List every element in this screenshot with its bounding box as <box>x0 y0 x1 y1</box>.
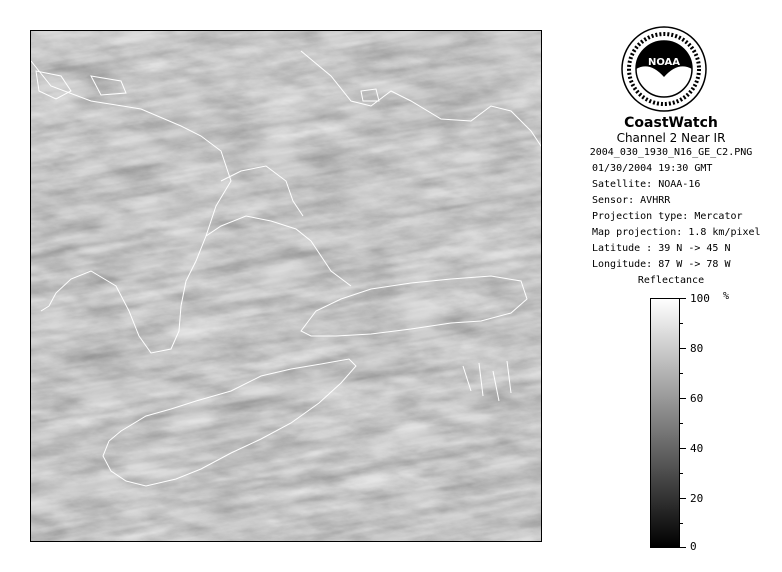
satellite: Satellite: NOAA-16 <box>592 179 701 190</box>
colorbar-tick <box>680 448 686 449</box>
colorbar-tick-label: 40 <box>690 442 704 455</box>
filename: 2004_030_1930_N16_GE_C2.PNG <box>589 147 753 158</box>
colorbar-title: Reflectance <box>637 275 705 286</box>
projection-type: Projection type: Mercator <box>592 211 743 222</box>
colorbar-tick-label: 60 <box>690 392 704 405</box>
colorbar-tick-label: 80 <box>690 342 704 355</box>
datetime: 01/30/2004 19:30 GMT <box>592 163 713 174</box>
colorbar-minor-tick <box>680 473 683 474</box>
noaa-logo-icon <box>620 25 708 113</box>
reflectance-colorbar <box>650 298 680 548</box>
colorbar-units: % <box>723 291 730 302</box>
map-projection: Map projection: 1.8 km/pixel <box>592 227 761 238</box>
colorbar-tick-label: 20 <box>690 492 704 505</box>
svg-text:NOAA: NOAA <box>647 57 681 68</box>
colorbar-tick <box>680 298 686 299</box>
brand-title: CoastWatch <box>624 115 718 131</box>
colorbar-minor-tick <box>680 323 683 324</box>
colorbar-tick-label: 100 <box>690 292 710 305</box>
colorbar-minor-tick <box>680 423 683 424</box>
colorbar-tick-label: 0 <box>690 540 697 553</box>
satellite-image <box>30 30 542 542</box>
info-panel <box>560 20 782 570</box>
colorbar-tick <box>680 348 686 349</box>
colorbar-tick <box>680 547 686 548</box>
colorbar-minor-tick <box>680 523 683 524</box>
colorbar-tick <box>680 498 686 499</box>
channel-label: Channel 2 Near IR <box>616 131 726 145</box>
colorbar-tick <box>680 398 686 399</box>
longitude: Longitude: 87 W -> 78 W <box>592 259 731 270</box>
latitude: Latitude : 39 N -> 45 N <box>592 243 731 254</box>
sensor: Sensor: AVHRR <box>592 195 671 206</box>
colorbar-minor-tick <box>680 373 683 374</box>
